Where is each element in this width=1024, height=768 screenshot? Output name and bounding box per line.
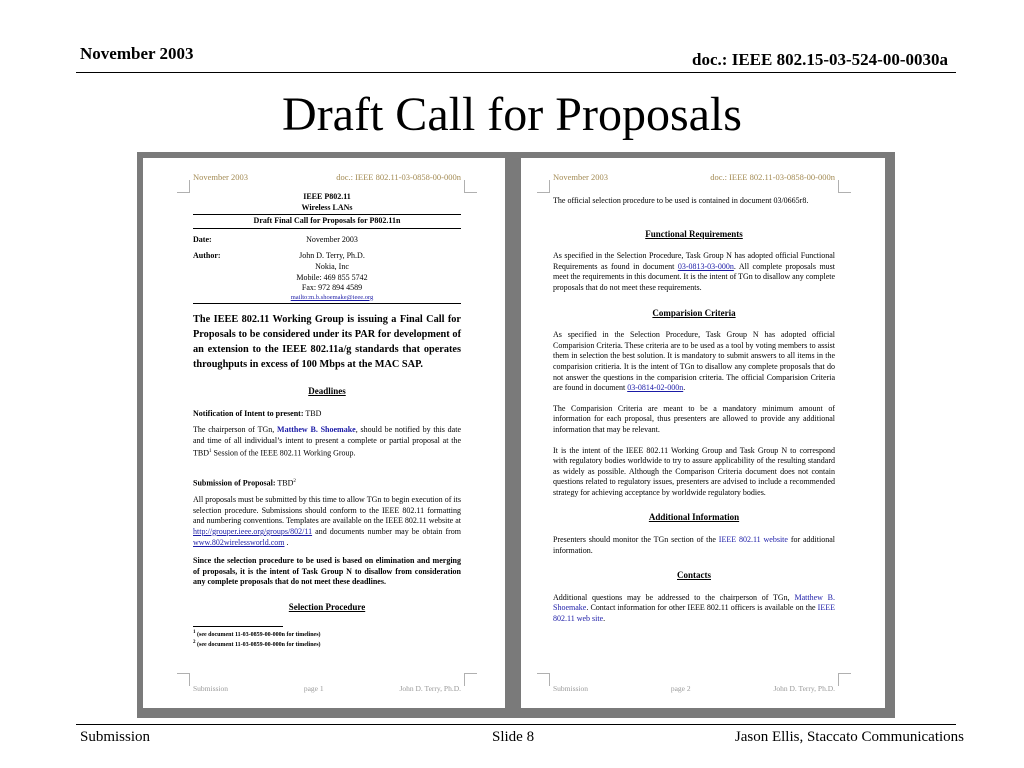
- functional-requirements-heading: Functional Requirements: [645, 228, 743, 239]
- footnote-number: 1: [193, 630, 196, 636]
- text-run: The chairperson of TGn,: [193, 425, 278, 435]
- crop-mark: [838, 180, 851, 193]
- page-footer-number: page 2: [670, 684, 691, 694]
- chair-name: Matthew B. Shoemake: [277, 425, 356, 435]
- date-label: Date:: [193, 234, 212, 244]
- footer-rule: [76, 724, 956, 725]
- author-row: [193, 251, 461, 302]
- author-email-link[interactable]: mailto:m.b.shoemake@ieee.org: [290, 293, 374, 301]
- functional-doc-link[interactable]: 03-0813-03-000n: [677, 261, 734, 271]
- crop-mark: [464, 673, 477, 686]
- text-run: As specified in the Selection Procedure, Task Group N has adopted official Functional Requirements as found in document: [553, 251, 835, 271]
- ieee-website-link[interactable]: http://grouper.ieee.org/groups/802/11: [193, 526, 313, 536]
- contacts-heading: Contacts: [677, 570, 711, 581]
- slide-footer-left: Submission: [80, 729, 151, 745]
- crop-mark: [838, 673, 851, 686]
- footnote-2: [193, 639, 461, 649]
- text-run: .: [683, 383, 686, 393]
- selection-procedure-heading: Selection Procedure: [288, 601, 366, 612]
- submission-label: Submission of Proposal:: [193, 478, 276, 488]
- notification-label: Notification of Intent to present:: [193, 408, 304, 418]
- page-header-date: November 2003: [193, 172, 249, 182]
- page-footer-left: Submission: [553, 684, 589, 694]
- page-header-date: November 2003: [553, 172, 609, 182]
- author-org: Nokia, Inc: [315, 261, 349, 271]
- ieee-web-site-link[interactable]: IEEE 802.11 web site: [553, 603, 835, 624]
- slide-number: Slide 8: [492, 729, 535, 745]
- divider: [193, 303, 461, 304]
- text-run: . Contact information for other IEEE 802.11 officers is available on the: [586, 603, 818, 613]
- comparision-criteria-heading: Comparision Criteria: [652, 307, 736, 318]
- text-run: Presenters should monitor the TGn section of the: [553, 535, 719, 545]
- page-header-doc: doc.: IEEE 802.11-03-0858-00-000n: [336, 172, 461, 182]
- footnote-ref: 2: [293, 478, 296, 484]
- additional-paragraph: [553, 535, 835, 556]
- submission-paragraph: [193, 495, 461, 548]
- author-label: Author:: [193, 251, 221, 261]
- document-image-frame: [137, 152, 895, 718]
- footnote-number: 2: [193, 640, 196, 646]
- doc-title-3: Draft Final Call for Proposals for P802.11n: [253, 216, 401, 226]
- intro-paragraph: The official selection procedure to be used is contained in document 03/0665r8.: [553, 196, 809, 205]
- additional-information-heading: Additional Information: [648, 512, 740, 523]
- text-run: . All complete proposals must meet the requirements in this document. It is the intent of TGn to disallow any complete proposals that do not meet these requirements.: [553, 261, 836, 292]
- elimination-paragraph: Since the selection procedure to be used is based on elimination and merging of proposals, it is the intent of Task Group N to disallow from consideration any complete proposals that do not meet these deadlines.: [193, 556, 461, 587]
- author-name: John D. Terry, Ph.D.: [299, 251, 365, 261]
- page-footer-author: John D. Terry, Ph.D.: [399, 684, 461, 694]
- doc-title-2: Wireless LANs: [301, 202, 353, 212]
- notification-paragraph: [193, 425, 461, 458]
- crop-mark: [464, 180, 477, 193]
- divider: [193, 228, 461, 229]
- text-run: As specified in the Selection Procedure, Task Group N has adopted official Comparision Criteria. These criteria are to be used as a tool by voting members to assist them in selection the best solution. It is mandatory to submit answers to all items in the comparision critieria. It is the intent of TGn to disallow any complete proposals that do not answer the questions in the comparision criteria. The official Comparision Criteria are found in document: [553, 330, 835, 393]
- page-header: [553, 172, 835, 183]
- page-footer: [193, 684, 461, 695]
- footnote-text: (see document 11-03-0859-00-000n for timelines): [197, 642, 321, 649]
- functional-paragraph: [553, 251, 835, 293]
- notification-value: TBD: [305, 408, 322, 418]
- slide-header-doc: doc.: IEEE 802.15-03-524-00-0030a: [692, 50, 948, 69]
- notification-line: [193, 409, 461, 420]
- comparision-doc-link[interactable]: 03-0814-02-000n: [627, 383, 684, 393]
- comparision-paragraph-1: [553, 330, 835, 394]
- submission-value: TBD: [277, 478, 294, 488]
- comparision-paragraph-2: The Comparision Criteria are meant to be a mandatory minimum amount of information for each proposal, thus presenters are allowed to provide any additional information that may be relevant.: [553, 403, 835, 434]
- deadlines-heading: Deadlines: [308, 386, 346, 397]
- contacts-paragraph: [553, 593, 835, 625]
- author-fax: Fax: 972 894 4589: [301, 283, 363, 293]
- text-run: Session of the IEEE 802.11 Working Group.: [211, 448, 356, 458]
- page-footer-author: John D. Terry, Ph.D.: [773, 684, 835, 694]
- author-block: [263, 251, 461, 302]
- crop-mark: [537, 180, 550, 193]
- page-footer-left: Submission: [193, 684, 229, 694]
- date-value: November 2003: [306, 234, 358, 244]
- slide-header-date: November 2003: [80, 44, 194, 63]
- page-footer: [553, 684, 835, 695]
- text-run: and documents number may be obtain from: [312, 526, 461, 536]
- footnote-1: [193, 629, 461, 639]
- text-run: .: [603, 614, 606, 624]
- document-page-1: [143, 158, 505, 708]
- slide-footer-right: Jason Ellis, Staccato Communications: [734, 729, 964, 745]
- text-run: .: [284, 537, 289, 547]
- lead-paragraph: The IEEE 802.11 Working Group is issuing a Final Call for Proposals to be considered under its PAR for development of an extension to the IEEE 802.11a/g standards that operates throughputs in excess of 100 Mbps at the MAC SAP.: [193, 314, 461, 371]
- footnote-divider: [193, 626, 283, 627]
- submission-line: [193, 477, 461, 489]
- page-header: [193, 172, 461, 183]
- divider: [193, 214, 461, 215]
- crop-mark: [537, 673, 550, 686]
- footnote-text: (see document 11-03-0859-00-000n for timelines): [197, 632, 321, 639]
- text-run: , should be notified by this date and time of all individual’s intent to present a complete or partial proposal at the TBD: [193, 425, 462, 458]
- text-run: All proposals must be submitted by this time to allow TGn to begin execution of its selection procedure. Submissions should conform to the IEEE 802.11 formatting and numbering conventions. Templates are available on the IEEE 802.11 website at: [193, 495, 461, 526]
- crop-mark: [177, 180, 190, 193]
- text-run: Additional questions may be addressed to the chairperson of TGn,: [553, 592, 795, 602]
- comparision-paragraph-3: It is the intent of the IEEE 802.11 Working Group and Task Group N to correspond with regulatory bodies worldwide to try to assure applicability of the resulting standard as widely as possible. Although the Comparison Criteria document does not contain questions related to regulatory issues, presenters are advised to include a recommended strategy for achieving acceptance by worldwide regulatory bodies.: [553, 445, 835, 497]
- page-footer-number: page 1: [303, 684, 324, 694]
- ieee-website-link[interactable]: IEEE 802.11 website: [718, 535, 788, 545]
- footnote-ref: 1: [209, 448, 212, 454]
- header-rule: [76, 72, 956, 73]
- crop-mark: [177, 673, 190, 686]
- date-row: [193, 235, 461, 246]
- doc-title-1: IEEE P802.11: [303, 192, 351, 201]
- chair-name-link[interactable]: Matthew B. Shoemake: [553, 592, 835, 613]
- text-run: for additional information.: [553, 535, 835, 555]
- author-mobile: Mobile: 469 855 5742: [296, 272, 368, 282]
- wireless-world-link[interactable]: www.802wirelessworld.com: [193, 537, 285, 547]
- slide-title: Draft Call for Proposals: [282, 88, 742, 141]
- document-page-2: [521, 158, 885, 708]
- page-header-doc: doc.: IEEE 802.11-03-0858-00-000n: [710, 172, 835, 182]
